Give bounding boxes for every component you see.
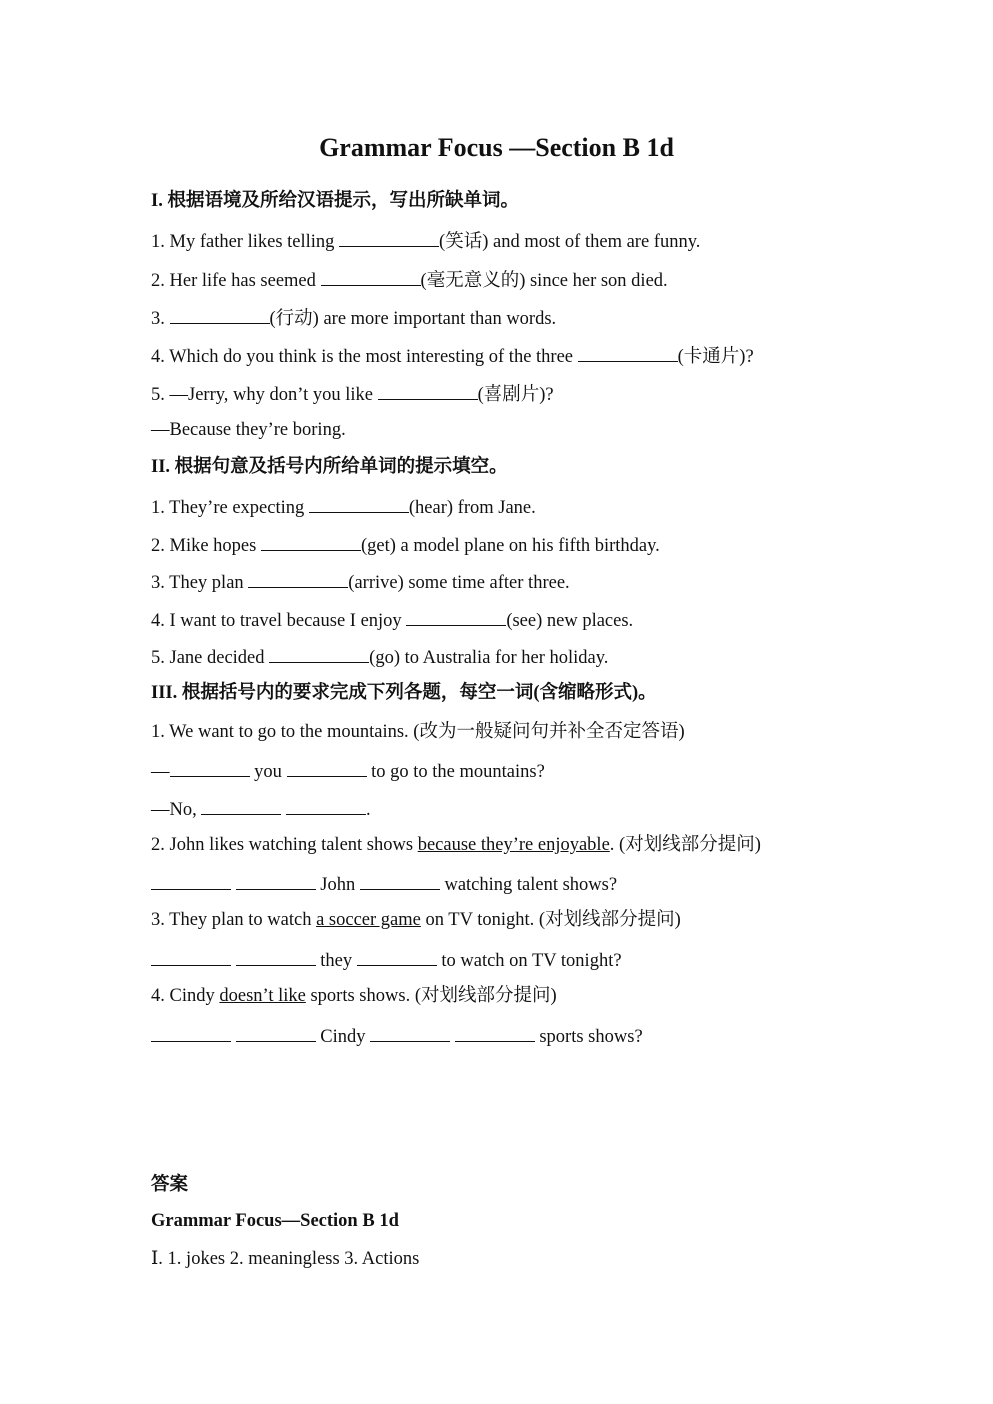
answer-blank[interactable] [151, 945, 231, 966]
question-text: (喜剧片)? [477, 385, 554, 405]
question-text: 3. [151, 309, 170, 329]
sec2-question-3 [151, 567, 570, 596]
sec2-question-1 [151, 492, 536, 521]
question-text: . [366, 800, 371, 820]
question-text: to watch on TV tonight? [436, 951, 622, 971]
answer-blank[interactable] [170, 756, 250, 777]
underlined-phrase: doesn’t like [219, 986, 306, 1006]
answer-blank[interactable] [248, 567, 348, 588]
answers-line-1: Ⅰ. 1. jokes 2. meaningless 3. Actions [151, 1249, 420, 1269]
question-text: (卡通片)? [677, 347, 754, 367]
question-text: they [315, 951, 357, 971]
answers-heading: 答案 [151, 1175, 189, 1195]
answer-blank[interactable] [321, 265, 421, 286]
section-3-heading: III. 根据括号内的要求完成下列各题，每空一词(含缩略形式)。 [151, 683, 657, 703]
question-text: (arrive) some time after three. [348, 573, 570, 593]
answer-blank[interactable] [406, 605, 506, 626]
question-text: (hear) from Jane. [408, 498, 536, 518]
answers-title: Grammar Focus—Section B 1d [151, 1211, 399, 1231]
sec1-question-5 [151, 379, 554, 408]
sec3-question-4-line-2 [151, 1021, 643, 1050]
question-text: — [151, 762, 170, 782]
answer-blank[interactable] [370, 1021, 450, 1042]
question-text: 5. Jane decided [151, 648, 270, 668]
page-title: Grammar Focus —Section B 1d [319, 133, 674, 162]
sec3-question-1-line-3 [151, 794, 371, 823]
sec3-question-3 [151, 907, 681, 933]
sec3-question-2 [151, 832, 761, 858]
answer-blank[interactable] [201, 794, 281, 815]
sec3-question-1-line-2 [151, 756, 545, 785]
sec3-question-3-line-2 [151, 945, 622, 974]
answer-blank[interactable] [309, 492, 409, 513]
question-text: 2. Her life has seemed [151, 271, 321, 291]
question-text: 3. They plan [151, 573, 249, 593]
question-text: 4. Which do you think is the most interesting of the three [151, 347, 578, 367]
question-text: 3. They plan to watch [151, 910, 317, 930]
sec1-question-3 [151, 303, 556, 332]
question-text: 5. —Jerry, why don’t you like [151, 385, 378, 405]
sec2-question-5 [151, 642, 608, 671]
section-1-heading: I. 根据语境及所给汉语提示，写出所缺单词。 [151, 191, 519, 211]
sec1-question-4 [151, 341, 754, 370]
question-text: sports shows? [534, 1027, 643, 1047]
answer-blank[interactable] [578, 341, 678, 362]
answer-blank[interactable] [151, 1021, 231, 1042]
question-text: (go) to Australia for her holiday. [369, 648, 609, 668]
sec1-question-5-reply: —Because they’re boring. [151, 420, 346, 440]
question-text: 2. John likes watching talent shows [151, 835, 418, 855]
question-text: 1. My father likes telling [151, 232, 340, 252]
sec1-question-2 [151, 265, 668, 294]
sec3-question-1: 1. We want to go to the mountains. (改为一般疑问句并补全否定答语) [151, 722, 685, 742]
sec3-question-4 [151, 983, 557, 1009]
question-text: 1. They’re expecting [151, 498, 309, 518]
question-text: 2. Mike hopes [151, 536, 261, 556]
question-text: you [249, 762, 287, 782]
question-text: John [315, 875, 360, 895]
sec2-question-2 [151, 530, 660, 559]
underlined-phrase: a soccer game [316, 910, 421, 930]
question-text: . (对划线部分提问) [609, 835, 761, 855]
question-text: on TV tonight. (对划线部分提问) [420, 910, 681, 930]
question-text: (行动) are more important than words. [269, 309, 557, 329]
answer-blank[interactable] [261, 530, 361, 551]
answer-blank[interactable] [269, 642, 369, 663]
question-text: sports shows. (对划线部分提问) [305, 986, 557, 1006]
question-text: (毫无意义的) since her son died. [420, 271, 668, 291]
answer-blank[interactable] [236, 945, 316, 966]
sec3-question-2-line-2 [151, 869, 617, 898]
answer-blank[interactable] [287, 756, 367, 777]
answer-blank[interactable] [357, 945, 437, 966]
question-text: Cindy [315, 1027, 371, 1047]
question-text: (get) a model plane on his fifth birthday. [360, 536, 660, 556]
question-text: —No, [151, 800, 202, 820]
answer-blank[interactable] [170, 303, 270, 324]
question-text: 4. Cindy [151, 986, 220, 1006]
answer-blank[interactable] [236, 869, 316, 890]
question-text: 4. I want to travel because I enjoy [151, 611, 407, 631]
answer-blank[interactable] [151, 869, 231, 890]
sec1-question-1 [151, 226, 700, 255]
answer-blank[interactable] [455, 1021, 535, 1042]
answer-blank[interactable] [236, 1021, 316, 1042]
section-2-heading: II. 根据句意及括号内所给单词的提示填空。 [151, 457, 508, 477]
sec2-question-4 [151, 605, 633, 634]
question-text: to go to the mountains? [366, 762, 545, 782]
answer-blank[interactable] [339, 226, 439, 247]
underlined-phrase: because they’re enjoyable [417, 835, 610, 855]
question-text: watching talent shows? [439, 875, 618, 895]
question-text: (笑话) and most of them are funny. [439, 232, 701, 252]
answer-blank[interactable] [360, 869, 440, 890]
answer-blank[interactable] [286, 794, 366, 815]
question-text: (see) new places. [506, 611, 634, 631]
answer-blank[interactable] [378, 379, 478, 400]
